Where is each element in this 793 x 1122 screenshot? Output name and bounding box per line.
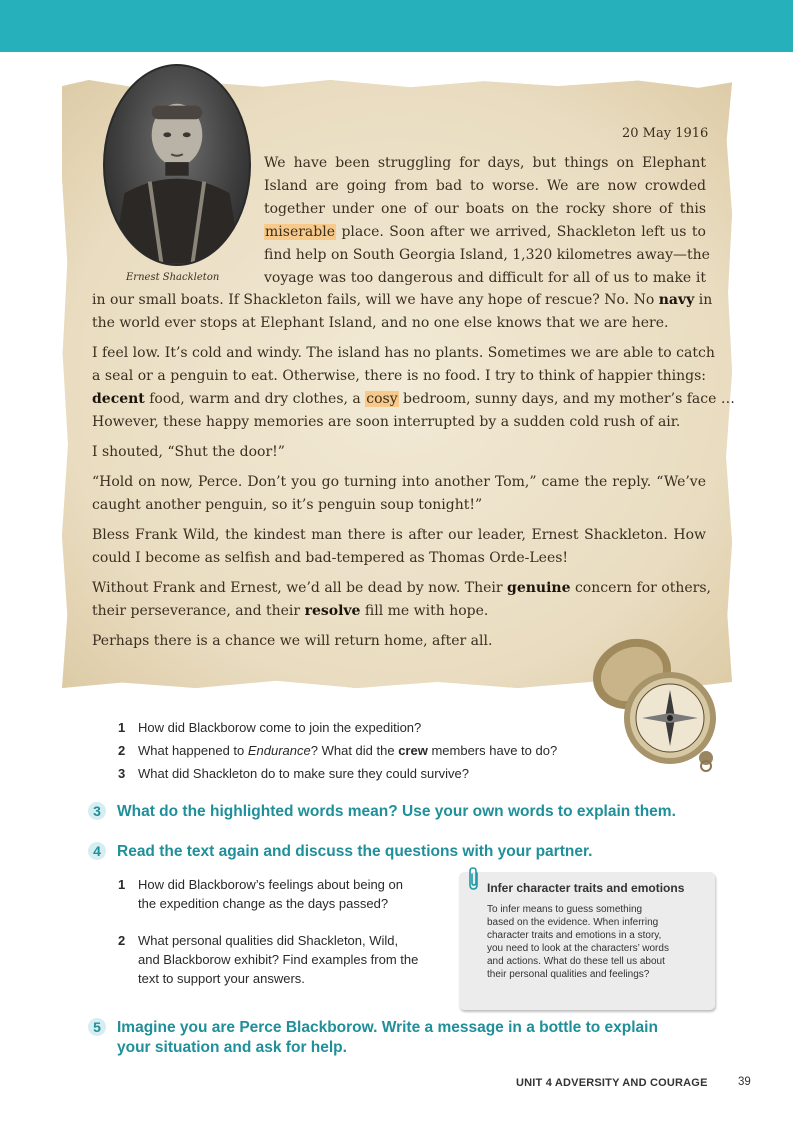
diary-line: miserable place. Soon after we arrived, Shackleton left us to — [265, 224, 706, 240]
diary-line: voyage was too dangerous and difficult for all of us to make it — [264, 270, 706, 286]
task-instruction-cont: your situation and ask for help. — [117, 1039, 347, 1056]
page-number: 39 — [738, 1076, 751, 1088]
diary-line: a seal or a penguin to eat. Otherwise, there is no food. I try to think of happier things: — [92, 368, 706, 384]
highlight-word-miserable: miserable — [265, 224, 335, 240]
diary-line: I feel low. It’s cold and windy. The island has no plants. Sometimes we are able to catch — [92, 345, 715, 361]
tip-title: Infer character traits and emotions — [487, 881, 685, 895]
bold-word-navy: navy — [658, 292, 695, 308]
task-instruction: What do the highlighted words mean? Use your own words to explain them. — [117, 803, 676, 820]
paperclip-icon — [466, 866, 482, 892]
bold-word-genuine: genuine — [507, 580, 571, 596]
diary-line: their perseverance, and their resolve fill me with hope. — [92, 603, 489, 619]
diary-line: find help on South Georgia Island, 1,320 kilometres away—the — [264, 247, 710, 263]
top-color-band — [0, 0, 793, 52]
diary-line: caught another penguin, so it’s penguin soup tonight!” — [92, 497, 483, 513]
diary-line: Island are going from bad to worse. We are now crowded — [264, 178, 706, 194]
task-number: 5 — [88, 1018, 106, 1036]
task-instruction: Read the text again and discuss the questions with your partner. — [117, 843, 593, 860]
task-instruction: Imagine you are Perce Blackborow. Write a message in a bottle to explain — [117, 1019, 658, 1036]
portrait-image — [105, 66, 249, 264]
highlight-word-cosy: cosy — [366, 391, 398, 407]
diary-line: Without Frank and Ernest, we’d all be dead by now. Their genuine concern for others, — [92, 580, 711, 596]
diary-line: the world ever stops at Elephant Island, and no one else knows that we are here. — [92, 315, 669, 331]
diary-line: together under one of our boats on the rocky shore of this — [264, 201, 706, 217]
shackleton-portrait — [103, 64, 251, 266]
tip-box — [459, 872, 715, 1010]
diary-line: in our small boats. If Shackleton fails, will we have any hope of rescue? No. No navy in — [92, 292, 713, 308]
diary-date: 20 May 1916 — [622, 126, 709, 141]
diary-line: However, these happy memories are soon interrupted by a sudden cold rush of air. — [92, 414, 681, 430]
diary-line: decent food, warm and dry clothes, a cosy bedroom, sunny days, and my mother’s face … — [92, 391, 735, 407]
bold-word-decent: decent — [92, 391, 145, 407]
task-number: 3 — [88, 802, 106, 820]
portrait-caption: Ernest Shackleton — [126, 272, 220, 283]
diary-line: “Hold on now, Perce. Don’t you go turning into another Tom,” came the reply. “We’ve — [92, 474, 706, 490]
task-number: 4 — [88, 842, 106, 860]
footer-unit-title: UNIT 4 ADVERSITY AND COURAGE — [516, 1077, 708, 1089]
diary-line: could I become as selfish and bad-tempered as Thomas Orde-Lees! — [92, 550, 569, 566]
bold-word-resolve: resolve — [304, 603, 361, 619]
diary-line: Bless Frank Wild, the kindest man there is after our leader, Ernest Shackleton. How — [92, 527, 706, 543]
diary-line: I shouted, “Shut the door!” — [92, 444, 285, 460]
diary-line: Perhaps there is a chance we will return home, after all. — [92, 633, 493, 649]
diary-line: We have been struggling for days, but things on Elephant — [264, 155, 706, 171]
tip-body: To infer means to guess something based on the evidence. When inferring character traits and emotions in a story, you need to look at the characters’ words and actions. What do these tell us about their personal qualities and feelings? — [487, 904, 669, 980]
compass-image — [588, 634, 736, 776]
